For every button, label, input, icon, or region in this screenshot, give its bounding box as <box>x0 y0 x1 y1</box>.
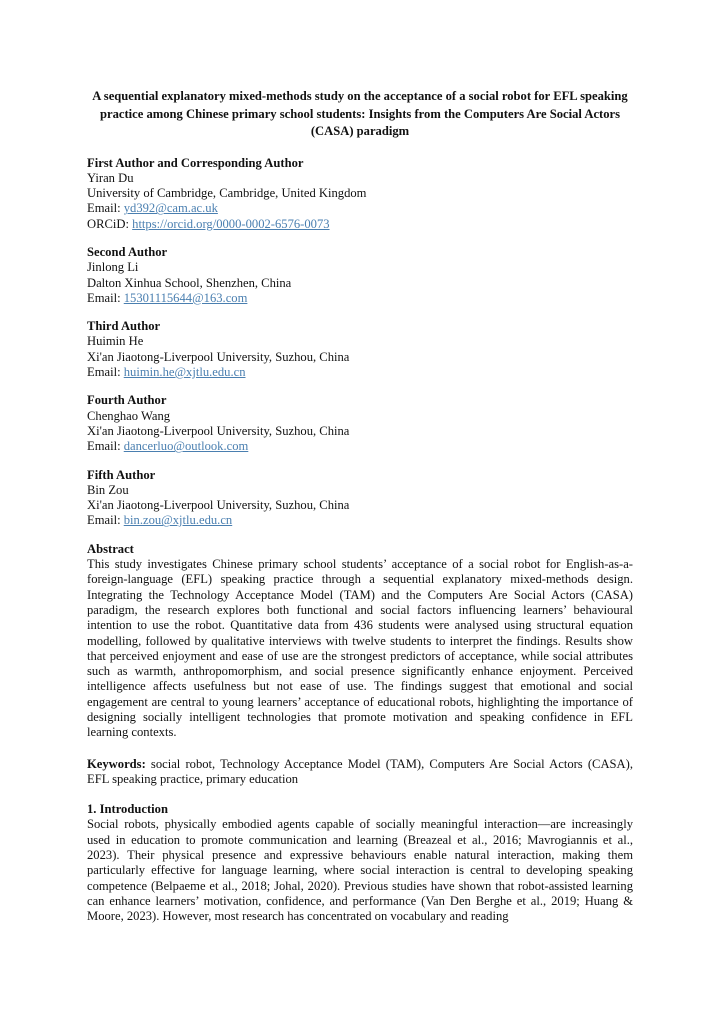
author-email-line <box>87 439 633 454</box>
author-affiliation: Dalton Xinhua School, Shenzhen, China <box>87 275 292 290</box>
email-label: Email: <box>87 365 124 380</box>
author-role: First Author and Corresponding Author <box>87 155 304 170</box>
email-label: Email: <box>87 201 124 216</box>
author-role: Third Author <box>87 319 161 334</box>
author-email-link[interactable]: yd392@cam.ac.uk <box>123 201 218 216</box>
author-role: Fourth Author <box>87 393 167 408</box>
author-email-link[interactable]: 15301115644@163.com <box>123 290 248 305</box>
author-role: Fifth Author <box>87 467 156 482</box>
introduction-heading: 1. Introduction <box>87 802 168 817</box>
keywords-text: social robot, Technology Acceptance Model (TAM), Computers Are Social Actors (CASA), EFL speaking practice, primary education <box>87 756 633 786</box>
email-label: Email: <box>87 290 124 305</box>
author-affiliation: Xi'an Jiaotong-Liverpool University, Suzhou, China <box>87 498 350 513</box>
author-block-1 <box>87 156 633 232</box>
author-name: Bin Zou <box>87 482 129 497</box>
author-role: Second Author <box>87 244 168 259</box>
email-label: Email: <box>87 513 124 528</box>
author-affiliation: Xi'an Jiaotong-Liverpool University, Suzhou, China <box>87 423 350 438</box>
author-name: Yiran Du <box>87 170 134 185</box>
author-block-2 <box>87 245 633 306</box>
author-orcid-line <box>87 217 633 232</box>
paper-title: A sequential explanatory mixed-methods study on the acceptance of a social robot for EFL speaking practice among Chinese primary school students: Insights from the Computers Are Social Actors (CASA) paradigm <box>92 89 628 138</box>
author-email-line <box>87 365 633 380</box>
author-email-link[interactable]: huimin.he@xjtlu.edu.cn <box>123 365 246 380</box>
author-name: Jinlong Li <box>87 260 139 275</box>
abstract-heading: Abstract <box>87 541 134 556</box>
keywords-label: Keywords: <box>87 756 146 771</box>
author-email-link[interactable]: dancerluo@outlook.com <box>123 439 249 454</box>
author-email-line <box>87 291 633 306</box>
author-block-3 <box>87 319 633 380</box>
author-email-line <box>87 513 633 528</box>
author-affiliation: University of Cambridge, Cambridge, United Kingdom <box>87 186 367 201</box>
orcid-label: ORCiD: <box>87 216 133 231</box>
author-email-line <box>87 201 633 216</box>
introduction-section <box>87 802 633 924</box>
author-orcid-link[interactable]: https://orcid.org/0000-0002-6576-0073 <box>132 216 330 231</box>
author-block-5 <box>87 468 633 529</box>
author-name: Chenghao Wang <box>87 408 171 423</box>
keywords-section <box>87 757 633 788</box>
email-label: Email: <box>87 439 124 454</box>
author-name: Huimin He <box>87 334 144 349</box>
abstract-section <box>87 542 633 741</box>
page-content <box>87 88 633 925</box>
author-email-link[interactable]: bin.zou@xjtlu.edu.cn <box>123 513 233 528</box>
author-affiliation: Xi'an Jiaotong-Liverpool University, Suzhou, China <box>87 349 350 364</box>
introduction-text: Social robots, physically embodied agents capable of socially meaningful interaction—are increasingly used in education to promote communication and learning (Breazeal et al., 2016; Mavrogiannis et al., 2023). Their physical presence and expressive behaviours enable natural interaction, making them particularly effective for language learning, where social interaction is central to developing speaking competence (Belpaeme et al., 2018; Johal, 2020). Previous studies have shown that robot-assisted learning can enhance learners’ motivation, confidence, and performance (Van Den Berghe et al., 2019; Huang & Moore, 2023). However, most research has concentrated on vocabulary and reading <box>87 817 633 924</box>
author-block-4 <box>87 393 633 454</box>
abstract-text: This study investigates Chinese primary school students’ acceptance of a social robot for English-as-a-foreign-language (EFL) speaking practice through a sequential explanatory mixed-methods design. Integrating the Technology Acceptance Model (TAM) and the Computers Are Social Actors (CASA) paradigm, the research explores both functional and social factors influencing learners’ behavioural intention to use the robot. Quantitative data from 436 students were analysed using structural equation modelling, followed by qualitative interviews with twelve students to interpret the findings. Results show that perceived enjoyment and ease of use are the strongest predictors of acceptance, while social attributes such as warmth, anthropomorphism, and social presence significantly enhance enjoyment. Perceived intelligence affects usefulness but not ease of use. The findings suggest that emotional and social engagement are central to young learners’ acceptance of educational robots, highlighting the importance of designing socially intelligent technologies that promote motivation and speaking confidence in EFL learning contexts. <box>87 557 633 740</box>
